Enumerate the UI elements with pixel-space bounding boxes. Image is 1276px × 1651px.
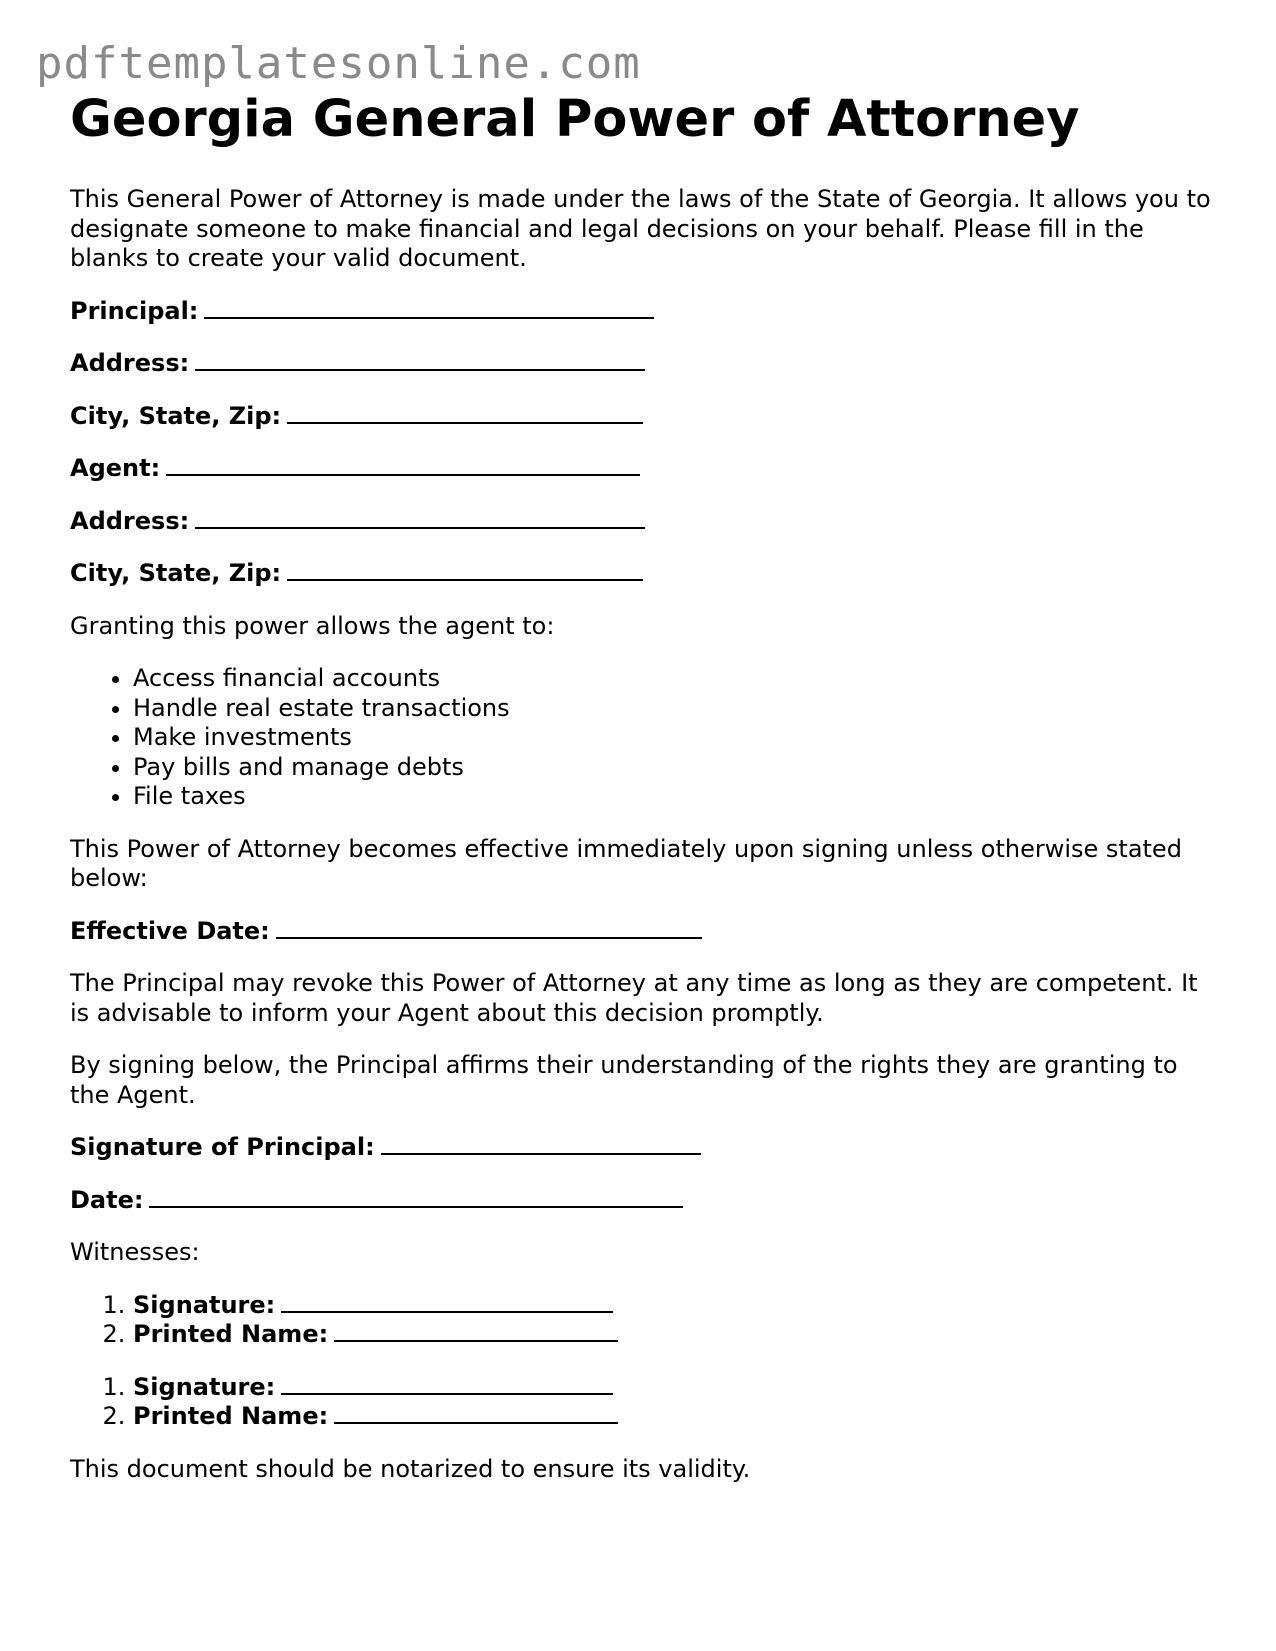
revocation-paragraph: The Principal may revoke this Power of Attorney at any time as long as they are competent. It is advisable to inform your Agent about this decision promptly. bbox=[70, 969, 1198, 1027]
witness-2-name-label: Printed Name: bbox=[133, 1402, 329, 1430]
principal-label: Principal: bbox=[70, 296, 199, 325]
list-item: • File taxes bbox=[133, 782, 1220, 812]
witness-1-name-blank[interactable] bbox=[334, 1320, 618, 1342]
notarization-note: This document should be notarized to ensure its validity. bbox=[70, 1454, 751, 1483]
agent-address-label: Address: bbox=[70, 506, 190, 535]
list-item bbox=[133, 1291, 1220, 1321]
effective-date-label: Effective Date: bbox=[70, 916, 270, 945]
principal-blank[interactable] bbox=[204, 297, 654, 319]
principal-city-label: City, State, Zip: bbox=[70, 401, 282, 430]
signature-date-blank[interactable] bbox=[149, 1186, 683, 1208]
principal-address-label: Address: bbox=[70, 349, 190, 377]
list-item bbox=[133, 1402, 1220, 1432]
principal-address-field bbox=[70, 349, 1220, 379]
witness-list-1 bbox=[70, 1291, 1220, 1350]
list-item bbox=[133, 1320, 1220, 1350]
principal-city-field bbox=[70, 402, 1220, 432]
document-title: Georgia General Power of Attorney bbox=[70, 90, 1080, 149]
witness-1-name-label: Printed Name: bbox=[133, 1320, 329, 1348]
powers-intro: Granting this power allows the agent to: bbox=[70, 611, 555, 640]
document-body bbox=[70, 86, 1220, 1484]
effective-date-blank[interactable] bbox=[276, 917, 702, 939]
list-item: • Pay bills and manage debts bbox=[133, 753, 1220, 783]
intro-paragraph: This General Power of Attorney is made under the laws of the State of Georgia. It allows you to designate someone to make financial and legal decisions on your behalf. Please fill in the blanks to create your valid document. bbox=[70, 185, 1211, 272]
parties-section bbox=[70, 297, 1220, 589]
signature-date-field bbox=[70, 1186, 1220, 1216]
principal-city-blank[interactable] bbox=[287, 402, 643, 424]
effective-paragraph: This Power of Attorney becomes effective immediately upon signing unless otherwise stated below: bbox=[70, 834, 1182, 892]
list-item: • Handle real estate transactions bbox=[133, 694, 1220, 724]
agent-city-blank[interactable] bbox=[287, 559, 643, 581]
agent-field bbox=[70, 454, 1220, 484]
list-item: • Access financial accounts bbox=[133, 664, 1220, 694]
witness-1-signature-blank[interactable] bbox=[281, 1291, 613, 1313]
principal-signature-field bbox=[70, 1133, 1220, 1163]
agent-city-field bbox=[70, 559, 1220, 589]
witness-2-name-blank[interactable] bbox=[334, 1402, 618, 1424]
principal-address-blank[interactable] bbox=[195, 349, 645, 371]
principal-signature-label: Signature of Principal: bbox=[70, 1133, 375, 1161]
agent-label: Agent: bbox=[70, 454, 161, 482]
powers-list bbox=[70, 664, 1220, 812]
agent-city-label: City, State, Zip: bbox=[70, 559, 282, 587]
affirmation-paragraph: By signing below, the Principal affirms their understanding of the rights they are granting to the Agent. bbox=[70, 1051, 1178, 1109]
witness-1-signature-label: Signature: bbox=[133, 1290, 276, 1319]
witnesses-label: Witnesses: bbox=[70, 1238, 200, 1266]
watermark: pdftemplatesonline.com bbox=[36, 38, 641, 89]
list-item bbox=[133, 1373, 1220, 1403]
principal-field bbox=[70, 297, 1220, 327]
agent-blank[interactable] bbox=[166, 454, 640, 476]
effective-date-field bbox=[70, 917, 1220, 947]
witness-2-signature-label: Signature: bbox=[133, 1372, 276, 1401]
witness-list-2 bbox=[70, 1373, 1220, 1432]
agent-address-field bbox=[70, 507, 1220, 537]
principal-signature-blank[interactable] bbox=[381, 1133, 701, 1155]
signature-date-label: Date: bbox=[70, 1185, 144, 1214]
list-item: • Make investments bbox=[133, 723, 1220, 753]
witness-2-signature-blank[interactable] bbox=[281, 1373, 613, 1395]
agent-address-blank[interactable] bbox=[195, 507, 645, 529]
